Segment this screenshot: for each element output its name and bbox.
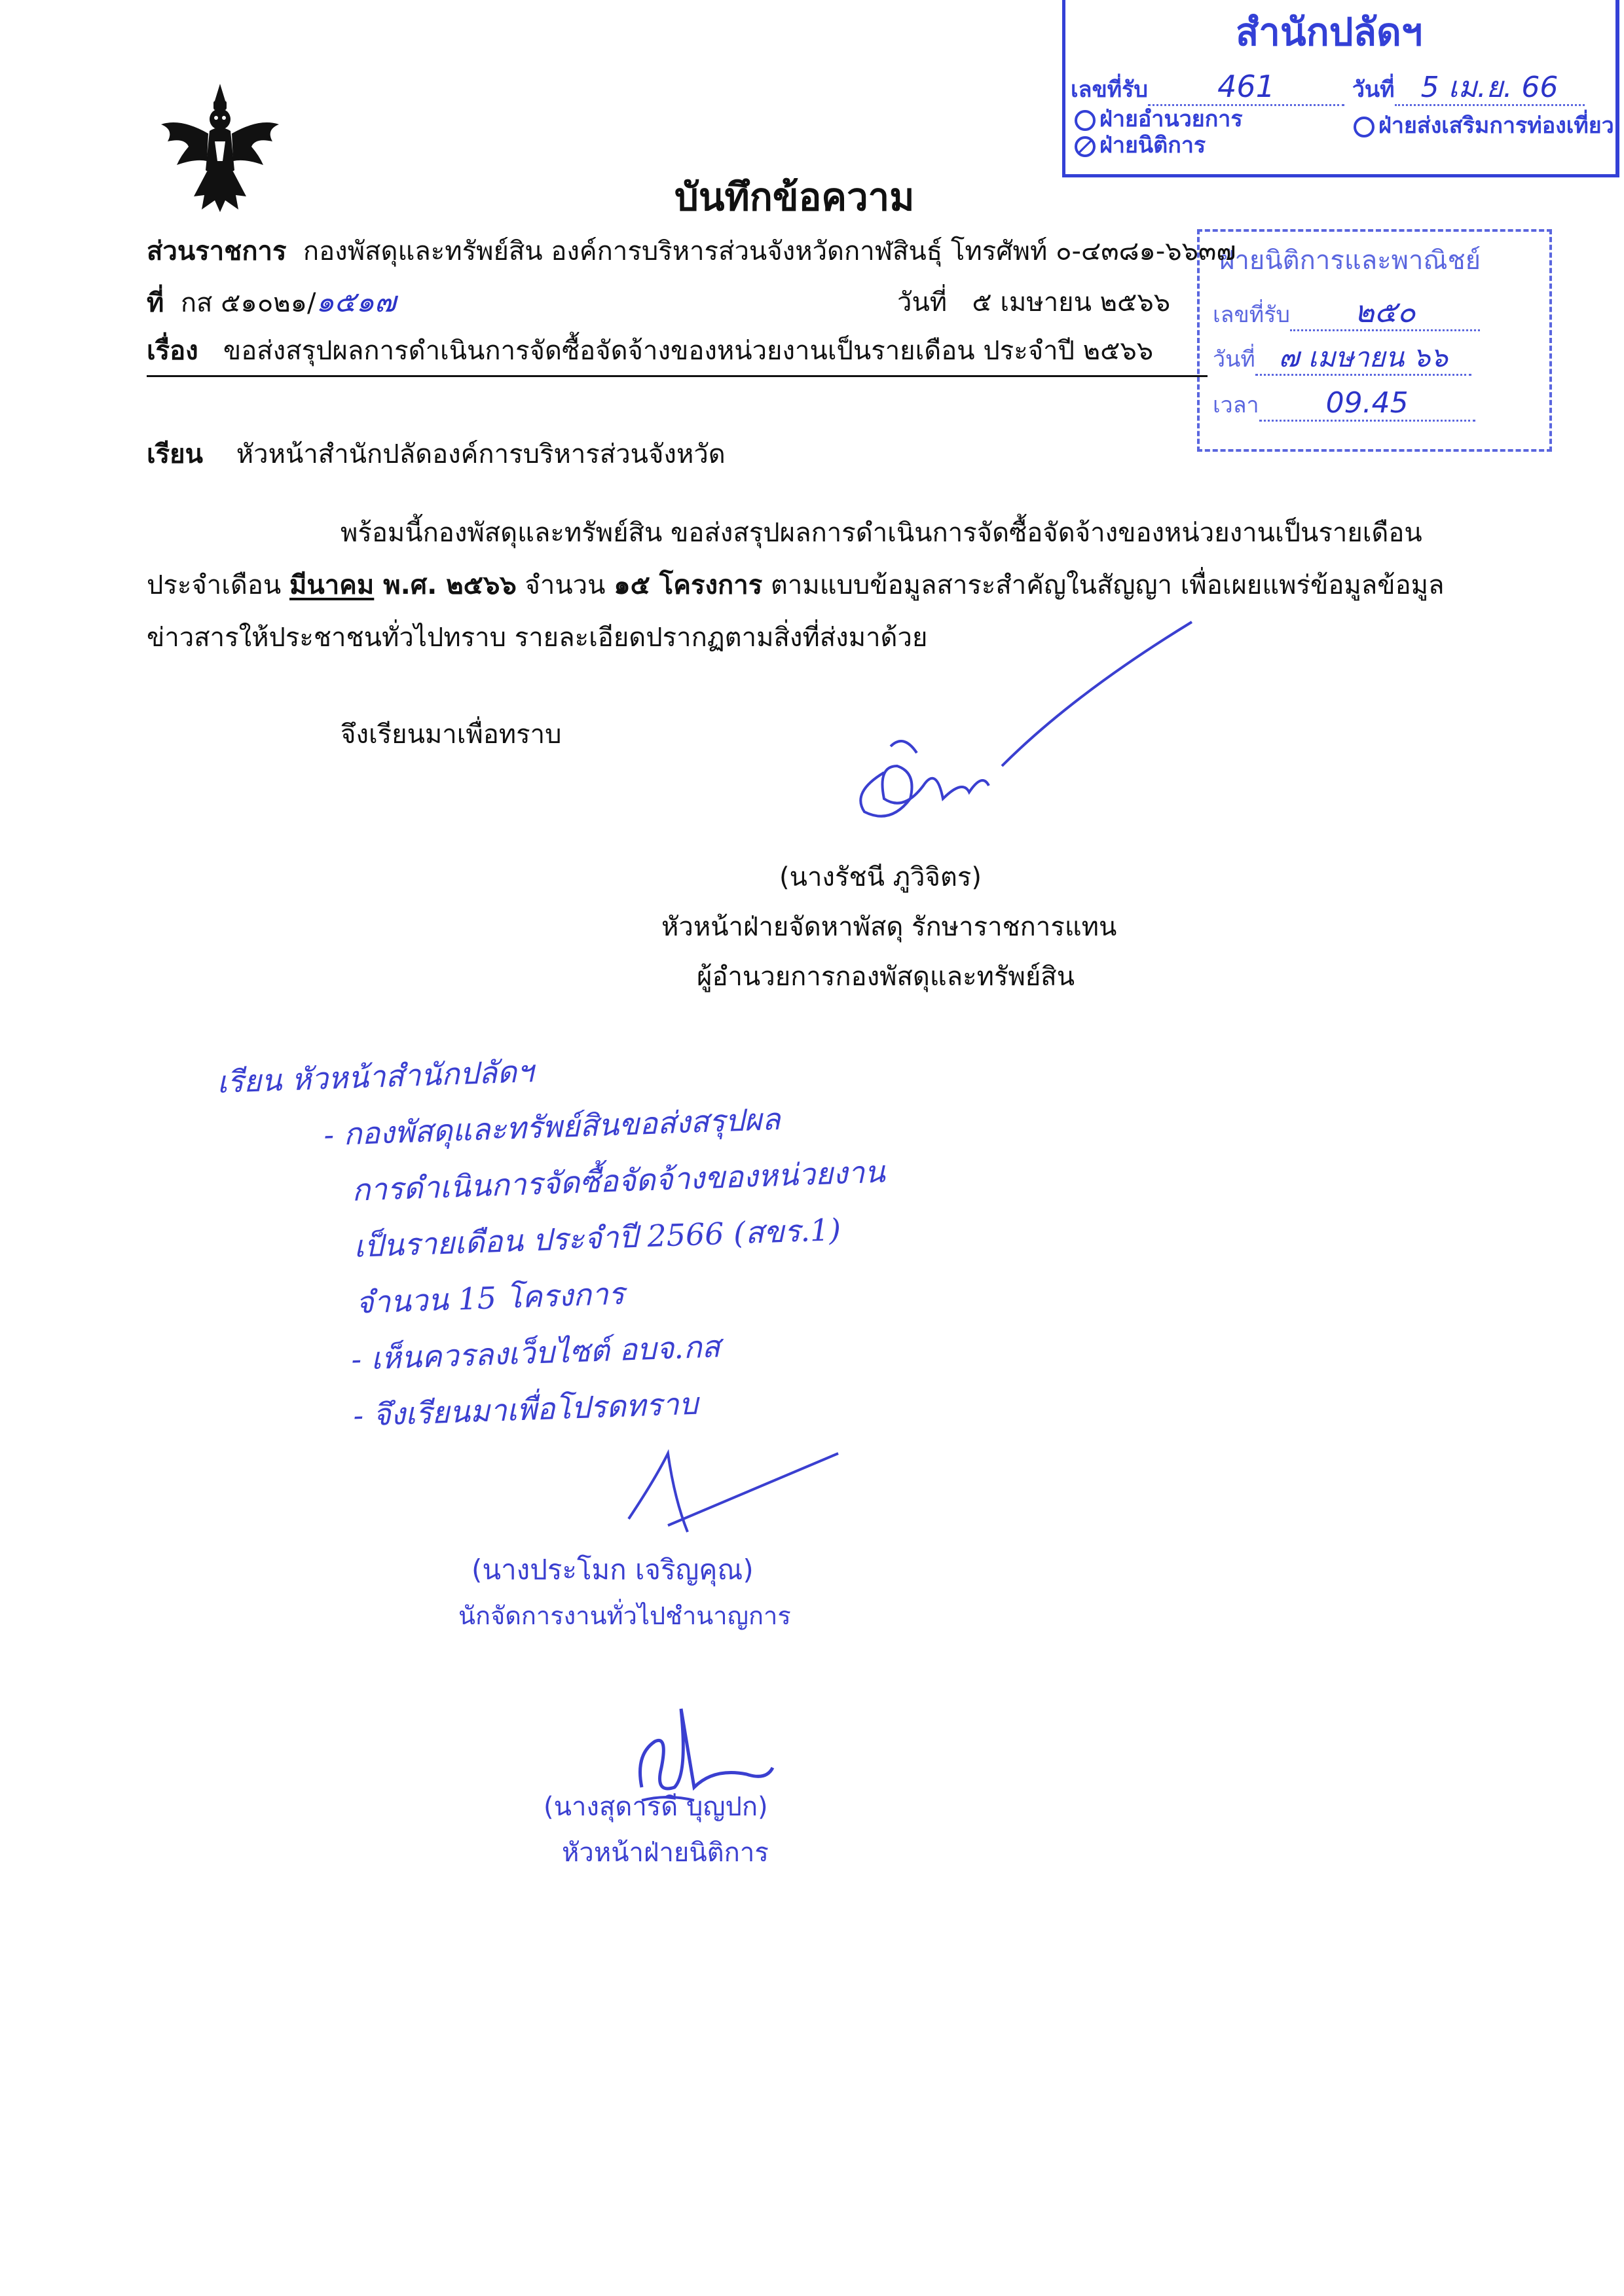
reviewer-2-title: หัวหน้าฝ่ายนิติการ xyxy=(562,1838,769,1868)
signer-title-1: หัวหน้าฝ่ายจัดหาพัสดุ รักษาราชการแทน xyxy=(661,912,1117,942)
office-receipt-stamp xyxy=(1062,0,1619,177)
stamp2-time-value: 09.45 xyxy=(1325,386,1409,420)
body-line-1: พร้อมนี้กองพัสดุและทรัพย์สิน ขอส่งสรุปผลการดำเนินการจัดซื้อจัดจ้างของหน่วยงานเป็นรายเดือน xyxy=(341,518,1422,548)
body-line-2c: จำนวน xyxy=(516,570,614,600)
ref-value: กส ๕๑๐๒๑/ xyxy=(180,288,316,318)
stamp2-date-label: วันที่ xyxy=(1213,346,1255,373)
body-line-2a: ประจำเดือน xyxy=(147,570,289,600)
stamp-option-1: ฝ่ายอำนวยการ xyxy=(1099,106,1243,132)
body-line-3: ข่าวสารให้ประชาชนทั่วไปทราบ รายละเอียดปรากฏตามสิ่งที่ส่งมาด้วย xyxy=(147,623,928,653)
stamp-office-title: สำนักปลัดฯ xyxy=(1236,10,1423,54)
to-value: หัวหน้าสำนักปลัดองค์การบริหารส่วนจังหวัด xyxy=(236,439,726,469)
commerce-receipt-stamp xyxy=(1197,229,1552,452)
reviewer-1-name: (นางประโมก เจริญคุณ) xyxy=(471,1554,754,1586)
agency-label: ส่วนราชการ xyxy=(147,236,287,266)
radio-option-3-icon xyxy=(1354,117,1375,137)
signature-2-icon xyxy=(576,1440,851,1558)
ref-label: ที่ xyxy=(147,288,164,318)
garuda-emblem-icon xyxy=(155,79,286,216)
closing-line: จึงเรียนมาเพื่อทราบ xyxy=(341,720,562,750)
body-line-2 xyxy=(147,566,1444,605)
reviewer-2-name: (นางสุดารดี บุญปก) xyxy=(544,1792,768,1822)
note-line-7: - จึงเรียนมาเพื่อโปรดทราบ xyxy=(352,1385,699,1434)
note-line-6: - เห็นควรลงเว็บไซต์ อบจ.กส xyxy=(350,1328,721,1377)
note-line-2: - กองพัสดุและทรัพย์สินขอส่งสรุปผล xyxy=(323,1101,781,1153)
handwritten-note xyxy=(216,1031,894,1448)
stamp-receipt-value: 461 xyxy=(1217,69,1275,104)
stamp2-receipt-label: เลขที่รับ xyxy=(1213,302,1290,328)
stamp2-time-label: เวลา xyxy=(1213,392,1259,418)
body-month: มีนาคม xyxy=(289,570,375,600)
note-line-5: จำนวน 15 โครงการ xyxy=(355,1275,625,1321)
stamp-date-label: วันที่ xyxy=(1352,77,1395,103)
radio-option-2-icon xyxy=(1075,136,1096,157)
to-label: เรียน xyxy=(147,439,203,469)
stamp2-date-value: ๗ เมษายน ๖๖ xyxy=(1278,341,1448,373)
ref-handwritten: ๑๕๑๗ xyxy=(316,285,396,319)
note-line-4: เป็นรายเดือน ประจำปี 2566 (สขร.1) xyxy=(353,1211,841,1264)
body-year: พ.ศ. ๒๕๖๖ xyxy=(374,570,517,600)
body-count: ๑๕ โครงการ xyxy=(614,570,763,600)
stamp2-receipt-value: ๒๕๐ xyxy=(1354,294,1416,329)
stamp-date-value: 5 เม.ย. 66 xyxy=(1420,71,1559,104)
signature-1-icon xyxy=(838,615,1218,851)
header-divider xyxy=(147,375,1208,377)
date-value: ๕ เมษายน ๒๕๖๖ xyxy=(972,287,1171,318)
date-label: วันที่ xyxy=(897,287,948,318)
signer-title-2: ผู้อำนวยการกองพัสดุและทรัพย์สิน xyxy=(697,962,1075,992)
body-line-2d: ตามแบบข้อมูลสาระสำคัญในสัญญา เพื่อเผยแพร่ข้อมูลข้อมูล xyxy=(762,570,1445,600)
radio-option-1-icon xyxy=(1075,110,1096,131)
stamp-receipt-label: เลขที่รับ xyxy=(1071,77,1148,103)
stamp-commerce-title: ฝ่ายนิติการและพาณิชย์ xyxy=(1219,246,1481,276)
stamp-option-2: ฝ่ายนิติการ xyxy=(1099,132,1206,158)
subject-value: ขอส่งสรุปผลการดำเนินการจัดซื้อจัดจ้างของหน่วยงานเป็นรายเดือน ประจำปี ๒๕๖๖ xyxy=(223,336,1154,366)
signer-name: (นางรัชนี ภูวิจิตร) xyxy=(779,862,982,892)
reviewer-1-title: นักจัดการงานทั่วไปชำนาญการ xyxy=(458,1601,791,1630)
stamp-option-3: ฝ่ายส่งเสริมการท่องเที่ยว xyxy=(1378,113,1614,139)
subject-label: เรื่อง xyxy=(147,336,198,366)
agency-value: กองพัสดุและทรัพย์สิน องค์การบริหารส่วนจังหวัดกาฬสินธุ์ โทรศัพท์ ๐-๔๓๘๑-๖๖๓๗ xyxy=(303,236,1236,266)
memo-title: บันทึกข้อความ xyxy=(674,175,915,219)
note-line-1: เรียน หัวหน้าสำนักปลัดฯ xyxy=(216,1053,534,1100)
note-line-3: การดำเนินการจัดซื้อจัดจ้างของหน่วยงาน xyxy=(351,1154,886,1208)
